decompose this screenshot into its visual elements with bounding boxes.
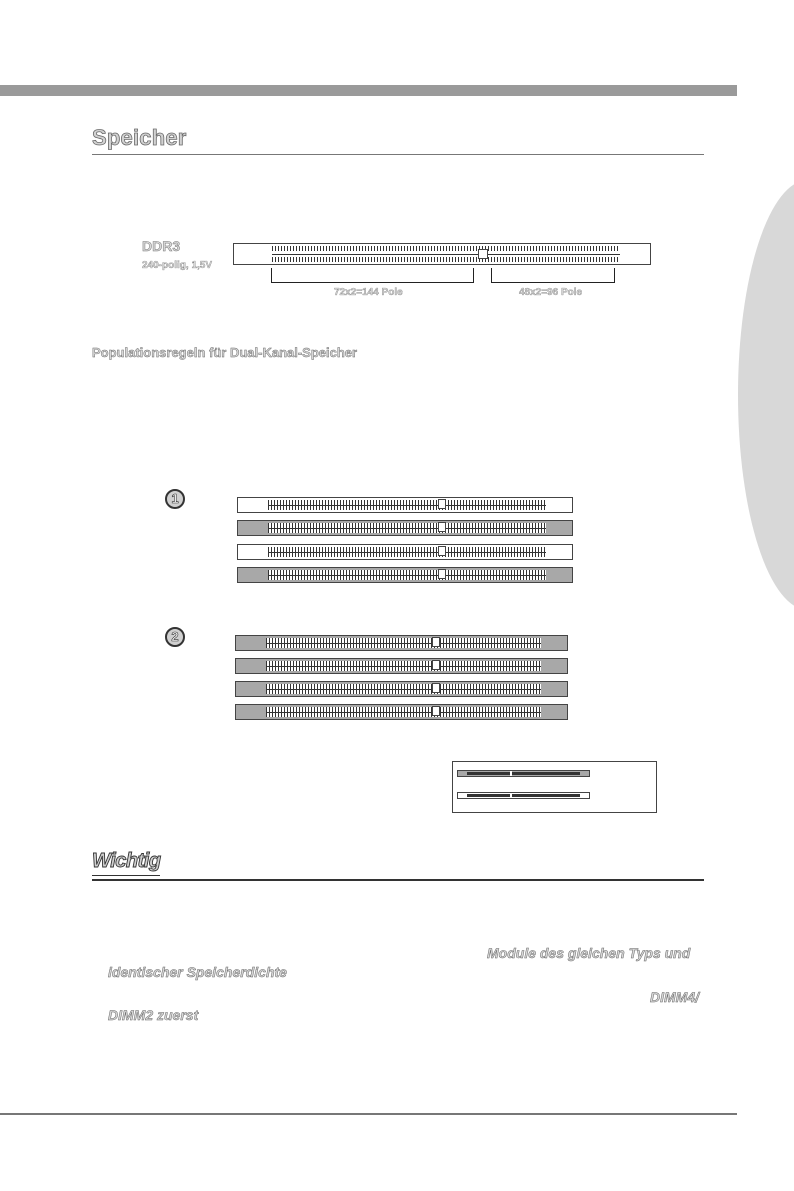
page-title: Speicher xyxy=(92,125,187,150)
config-number-badge: 1 xyxy=(165,489,185,509)
dimm-slot xyxy=(237,497,573,513)
right-pins-label: 48x2=96 Pole xyxy=(519,287,583,298)
dimm-slot xyxy=(235,681,568,697)
dimm-slot xyxy=(237,544,573,560)
footer-rule xyxy=(0,1113,737,1115)
important-rule xyxy=(92,879,704,881)
dimm-slot xyxy=(235,658,568,674)
module-spec-label: 240-polig, 1,5V xyxy=(142,260,213,271)
slot-legend xyxy=(452,761,657,813)
important-heading: Wichtig xyxy=(92,850,161,872)
dimm-slot xyxy=(235,704,568,720)
dimm-slot xyxy=(235,635,568,651)
ddr3-module-diagram xyxy=(233,243,651,265)
legend-installed-slot xyxy=(457,770,590,777)
note-1-emphasis-cont: identischer Speicherdichte xyxy=(108,964,287,980)
module-type-label: DDR3 xyxy=(142,238,181,254)
dimm-slot xyxy=(237,520,573,536)
header-bar xyxy=(0,85,737,96)
right-pins-bracket xyxy=(491,268,615,283)
note-2-emphasis: DIMM4/ xyxy=(650,989,699,1005)
note-2-emphasis-cont: DIMM2 zuerst xyxy=(108,1007,199,1023)
dimm-slot xyxy=(237,567,573,583)
left-pins-bracket xyxy=(271,268,474,283)
chapter-side-tab xyxy=(738,180,794,610)
title-underline xyxy=(92,154,704,155)
legend-empty-slot xyxy=(457,792,590,799)
important-underline xyxy=(92,875,160,876)
config-number-badge: 2 xyxy=(165,627,185,647)
note-1-emphasis: Module des gleichen Typs und xyxy=(487,945,691,961)
section-heading: Populationsregeln für Dual-Kanal-Speicher xyxy=(92,345,358,360)
left-pins-label: 72x2=144 Pole xyxy=(334,287,403,298)
